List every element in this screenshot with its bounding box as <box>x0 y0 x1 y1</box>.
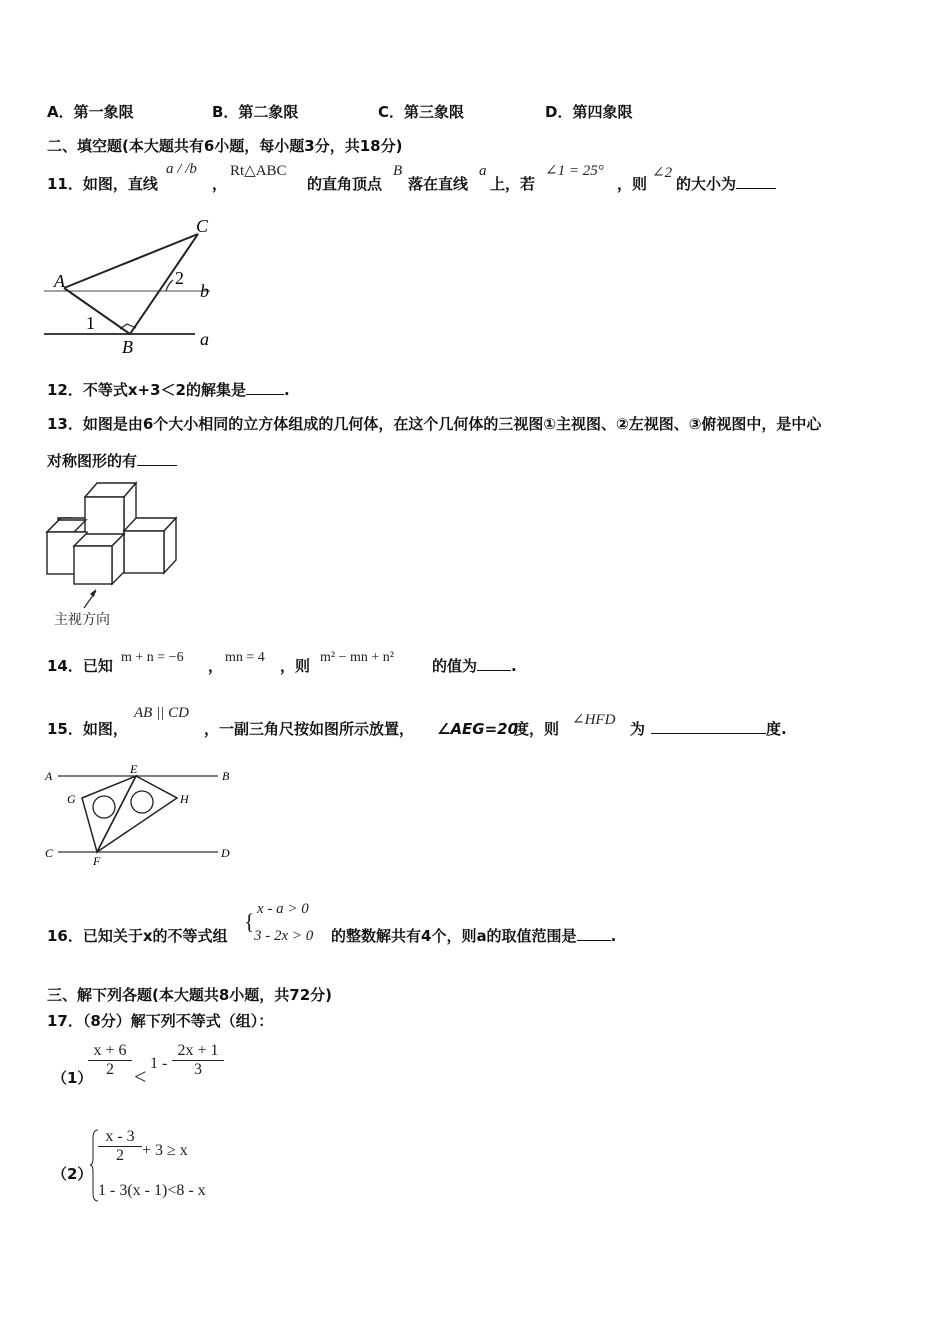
label-a: a <box>200 329 209 349</box>
q17-part1-label: （1） <box>52 1069 93 1087</box>
label-C: C <box>45 846 54 860</box>
label-1: 1 <box>86 313 95 333</box>
q13-view-direction-label: 主视方向 <box>54 613 110 628</box>
label-B: B <box>122 337 133 357</box>
label-E: E <box>130 762 138 776</box>
section-heading-fill-in: 二、填空题(本大题共有6小题，每小题3分，共18分) <box>47 137 403 155</box>
question-12: 12．不等式x+3＜2的解集是 . <box>47 381 290 399</box>
q11-text-6: ，则 <box>617 175 648 193</box>
q16-text-1: 16．已知关于x的不等式组 <box>47 927 228 945</box>
answer-blank <box>736 175 776 189</box>
q14-math-sum: m + n = −6 <box>121 650 184 665</box>
q16-brace: { <box>244 909 255 934</box>
q17-part1-one-minus: 1 - <box>150 1055 168 1072</box>
label-C: C <box>196 216 209 236</box>
q17-title: 17．（8分）解下列不等式（组）： <box>47 1012 274 1030</box>
q15-math-parallel: AB || CD <box>134 705 189 721</box>
q14-math-product: mn = 4 <box>225 650 265 665</box>
triangle-ruler-left <box>82 776 136 852</box>
label-G: G <box>67 792 76 806</box>
q11-math-angle2: ∠2 <box>652 165 673 181</box>
choice-d: D．第四象限 <box>545 103 633 121</box>
q17-part2-ineq-1-rest: + 3 ≥ x <box>142 1142 188 1159</box>
choice-c: C．第三象限 <box>378 103 465 121</box>
choice-a: A．第一象限 <box>47 103 134 121</box>
answer-blank <box>577 927 611 941</box>
label-A: A <box>45 769 53 783</box>
answer-blank <box>137 452 177 466</box>
answer-blank <box>246 381 284 395</box>
label-A: A <box>54 271 65 291</box>
q11-text-7: 的大小为 <box>676 175 776 193</box>
q15-math-angle-aeg: ∠AEG=20 <box>437 720 519 738</box>
q17-part1-less-than: < <box>134 1064 147 1089</box>
q11-text-5: 上，若 <box>490 175 536 193</box>
q15-math-angle-hfd: ∠HFD <box>572 712 616 728</box>
q13-line-2: 对称图形的有 <box>47 452 177 470</box>
label-2: 2 <box>175 268 184 288</box>
q11-text-2: ， <box>212 175 228 193</box>
q11-text-4: 落在直线 <box>408 175 469 193</box>
q17-part1-fraction-1: $\frac{x + 6}{2}$ <box>88 1042 132 1079</box>
q17-part2-fraction: $\frac{x - 3}{2}$ <box>98 1128 142 1165</box>
q11-text-1: 11．如图，直线 <box>47 175 158 193</box>
q15-text-2: ，一副三角尺按如图所示放置， <box>204 720 415 738</box>
q15-text-1: 15．如图， <box>47 720 128 738</box>
q14-text-2: ， <box>208 657 224 675</box>
q11-math-a: a <box>479 163 487 179</box>
answer-blank <box>477 657 511 671</box>
q11-text-3: 的直角顶点 <box>307 175 383 193</box>
label-B: B <box>222 769 230 783</box>
q13-line-1: 13．如图是由6个大小相同的立方体组成的几何体，在这个几何体的三视图①主视图、②左视图、③俯视图中，是中心 <box>47 415 822 433</box>
q15-figure <box>40 762 240 872</box>
answer-blank <box>651 720 766 734</box>
q13-cube-figure <box>44 478 184 628</box>
angle2-arc <box>166 280 173 291</box>
q15-text-4: 为 度. <box>630 720 787 738</box>
label-b: b <box>200 281 209 301</box>
label-D: D <box>221 846 230 860</box>
q11-math-angle1: ∠1 = 25° <box>545 163 604 179</box>
q15-text-3: 度，则 <box>514 720 560 738</box>
q11-figure <box>40 212 220 357</box>
q14-text-4: 的值为 . <box>432 657 517 675</box>
q11-math-triangle: Rt△ABC <box>230 163 287 179</box>
q14-text-3: ，则 <box>280 657 311 675</box>
q17-part2-ineq-2: 1 - 3(x - 1)<8 - x <box>98 1182 206 1199</box>
q16-inequality-2: 3 - 2x > 0 <box>254 928 314 944</box>
section-heading-solve: 三、解下列各题(本大题共8小题，共72分) <box>47 986 333 1004</box>
label-F: F <box>93 854 101 868</box>
q11-math-B: B <box>393 163 403 179</box>
q11-math-parallel: a / /b <box>166 161 197 177</box>
q17-part1-fraction-2: $\frac{2x + 1}{3}$ <box>172 1042 224 1079</box>
q16-text-2: 的整数解共有4个，则a的取值范围是 . <box>331 927 617 945</box>
q16-inequality-1: x - a > 0 <box>257 901 309 917</box>
side-ab <box>64 288 130 334</box>
q14-math-expression: m² − mn + n² <box>320 650 394 665</box>
q14-text-1: 14．已知 <box>47 657 113 675</box>
choice-b: B．第二象限 <box>212 103 299 121</box>
label-H: H <box>180 792 189 806</box>
q17-part2-label: （2） <box>52 1165 93 1183</box>
side-bc <box>130 234 198 334</box>
